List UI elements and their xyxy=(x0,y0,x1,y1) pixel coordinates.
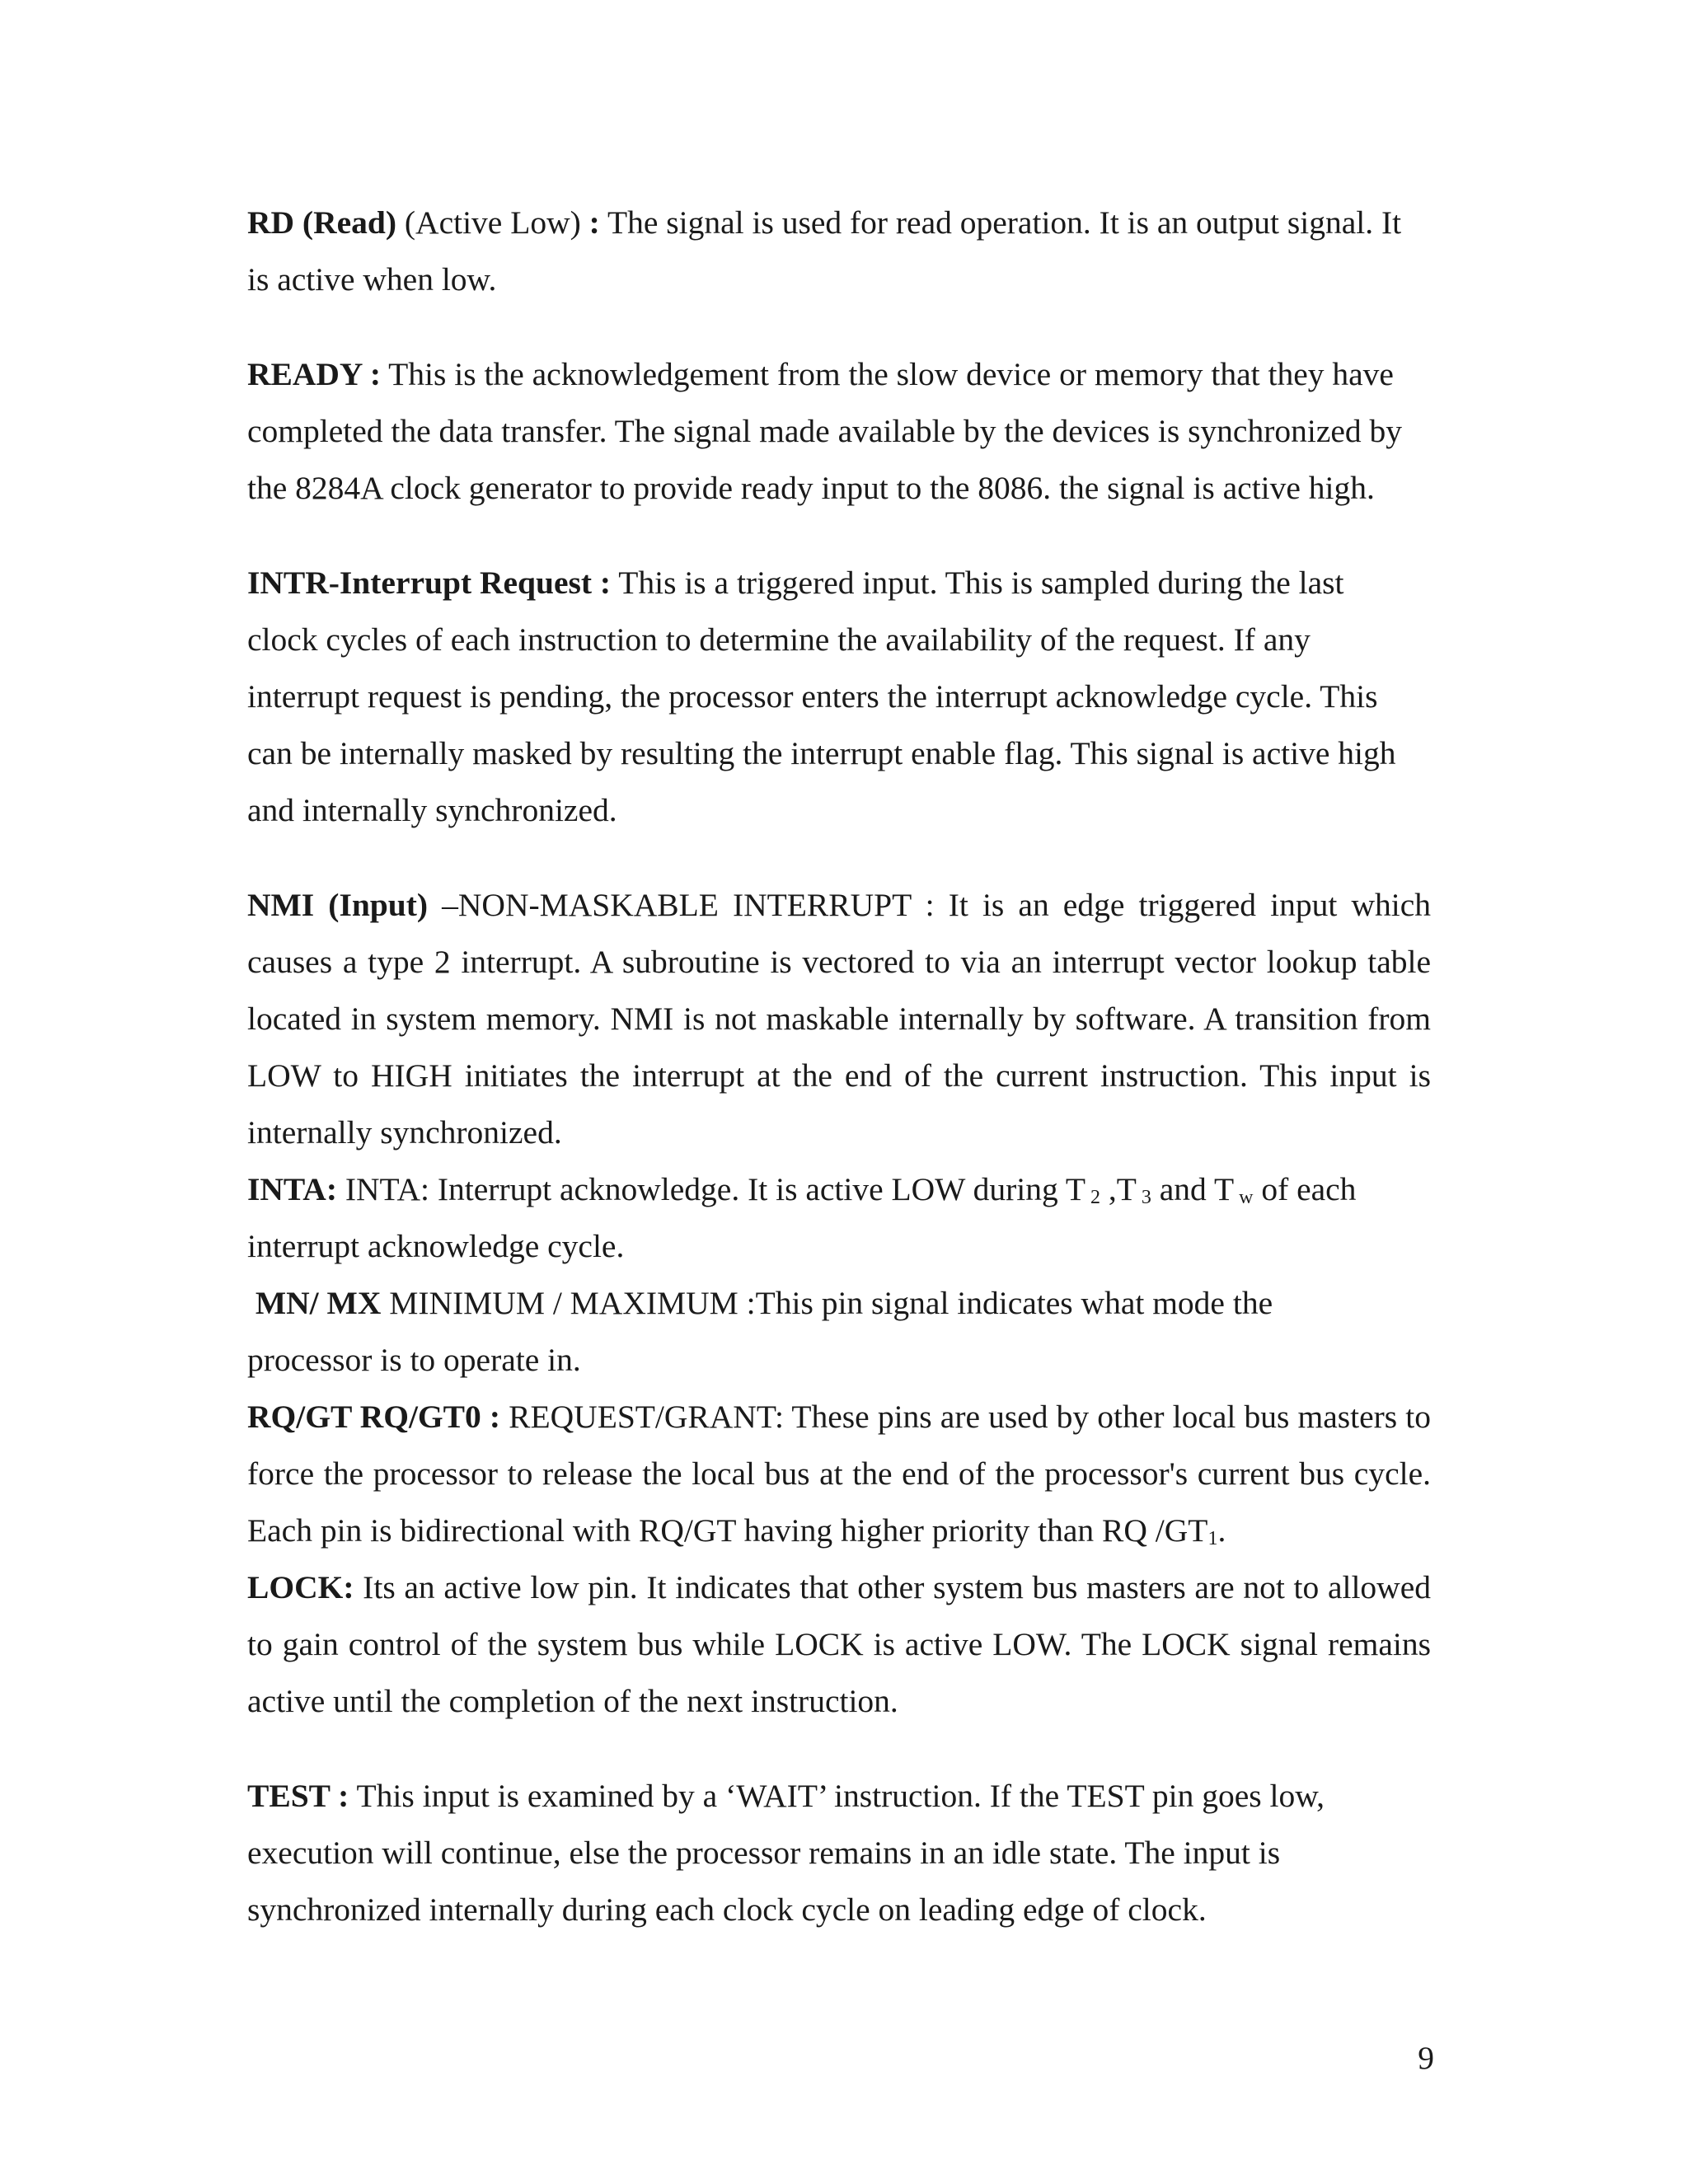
ready-text-line3: the 8284A clock generator to provide ready input to the 8086. the signal is active high. xyxy=(247,470,1375,506)
ready-term: READY : xyxy=(247,356,382,392)
test-text-line2: execution will continue, else the processor remains in an idle state. The input is xyxy=(247,1835,1281,1871)
rd-text-line1: The signal is used for read operation. It is an output signal. It xyxy=(599,204,1402,241)
rqgt-paragraph xyxy=(247,1389,1431,1559)
ready-text-line1: This is the acknowledgement from the slow device or memory that they have xyxy=(381,356,1394,392)
intr-text-line4: can be internally masked by resulting the interrupt enable flag. This signal is active high xyxy=(247,735,1396,771)
nmi-term: NMI (Input) xyxy=(247,887,429,923)
rd-qualifier: (Active Low) xyxy=(396,204,589,241)
lock-paragraph xyxy=(247,1559,1431,1730)
ready-paragraph xyxy=(247,346,1431,517)
inta-sub-2: 2 xyxy=(1085,1187,1100,1208)
intr-text-line5: and internally synchronized. xyxy=(247,792,617,828)
inta-text-a: INTA: Interrupt acknowledge. It is active LOW during T xyxy=(337,1171,1085,1207)
inta-text-d: of each xyxy=(1253,1171,1357,1207)
intr-text-line1: This is a triggered input. This is sampled during the last xyxy=(611,565,1344,601)
ready-text-line2: completed the data transfer. The signal made available by the devices is synchronized by xyxy=(247,413,1403,449)
inta-text-b: ,T xyxy=(1100,1171,1137,1207)
intr-term: INTR-Interrupt Request : xyxy=(247,565,612,601)
nmi-text: –NON-MASKABLE INTERRUPT : It is an edge triggered input which causes a type 2 interrupt. A subroutine is vectored to via an interrupt vector lookup table located in system memory. NMI is not maskable internally by software. A transition from LOW to HIGH initiates the interrupt at the end of the current instruction. This input is internally synchronized. xyxy=(247,887,1431,1151)
mnmx-paragraph xyxy=(247,1275,1431,1389)
inta-sub-3: 3 xyxy=(1136,1187,1151,1208)
page-number: 9 xyxy=(1418,2040,1434,2076)
test-text-line1: This input is examined by a ‘WAIT’ instruction. If the TEST pin goes low, xyxy=(349,1778,1325,1814)
inta-sub-w: w xyxy=(1234,1187,1254,1208)
inta-text-c: and T xyxy=(1151,1171,1235,1207)
inta-text-line2: interrupt acknowledge cycle. xyxy=(247,1228,625,1264)
rd-paragraph xyxy=(247,194,1431,308)
test-text-line3: synchronized internally during each clock cycle on leading edge of clock. xyxy=(247,1891,1207,1928)
rd-text-line2: is active when low. xyxy=(247,261,497,298)
mnmx-term: MN/ MX xyxy=(247,1285,382,1321)
inta-paragraph xyxy=(247,1161,1431,1275)
rqgt-text: REQUEST/GRANT: These pins are used by other local bus masters to force the processor to release the local bus at the end of the processor's current bus cycle. Each pin is bidirectional with RQ/GT having higher priority than RQ /GT xyxy=(247,1399,1432,1549)
lock-text: Its an active low pin. It indicates that other system bus masters are not to allowed to gain control of the system bus while LOCK is active LOW. The LOCK signal remains active until the completion of the next instruction. xyxy=(247,1569,1431,1719)
mnmx-text-line2: processor is to operate in. xyxy=(247,1342,581,1378)
lock-term: LOCK: xyxy=(247,1569,354,1605)
intr-text-line3: interrupt request is pending, the processor enters the interrupt acknowledge cycle. This xyxy=(247,678,1378,715)
nmi-paragraph xyxy=(247,877,1431,1161)
rd-colon: : xyxy=(588,204,600,241)
rqgt-term: RQ/GT RQ/GT0 : xyxy=(247,1399,501,1435)
mnmx-text-line1: MINIMUM / MAXIMUM :This pin signal indicates what mode the xyxy=(381,1285,1273,1321)
test-term: TEST : xyxy=(247,1778,349,1814)
rqgt-sub-1: 1 xyxy=(1207,1528,1218,1549)
intr-paragraph xyxy=(247,555,1431,839)
rqgt-text-end: . xyxy=(1217,1512,1226,1549)
inta-term: INTA: xyxy=(247,1171,337,1207)
test-paragraph xyxy=(247,1768,1431,1938)
document-body xyxy=(247,194,1431,1938)
intr-text-line2: clock cycles of each instruction to determine the availability of the request. If any xyxy=(247,621,1311,658)
rd-term: RD (Read) xyxy=(247,204,397,241)
